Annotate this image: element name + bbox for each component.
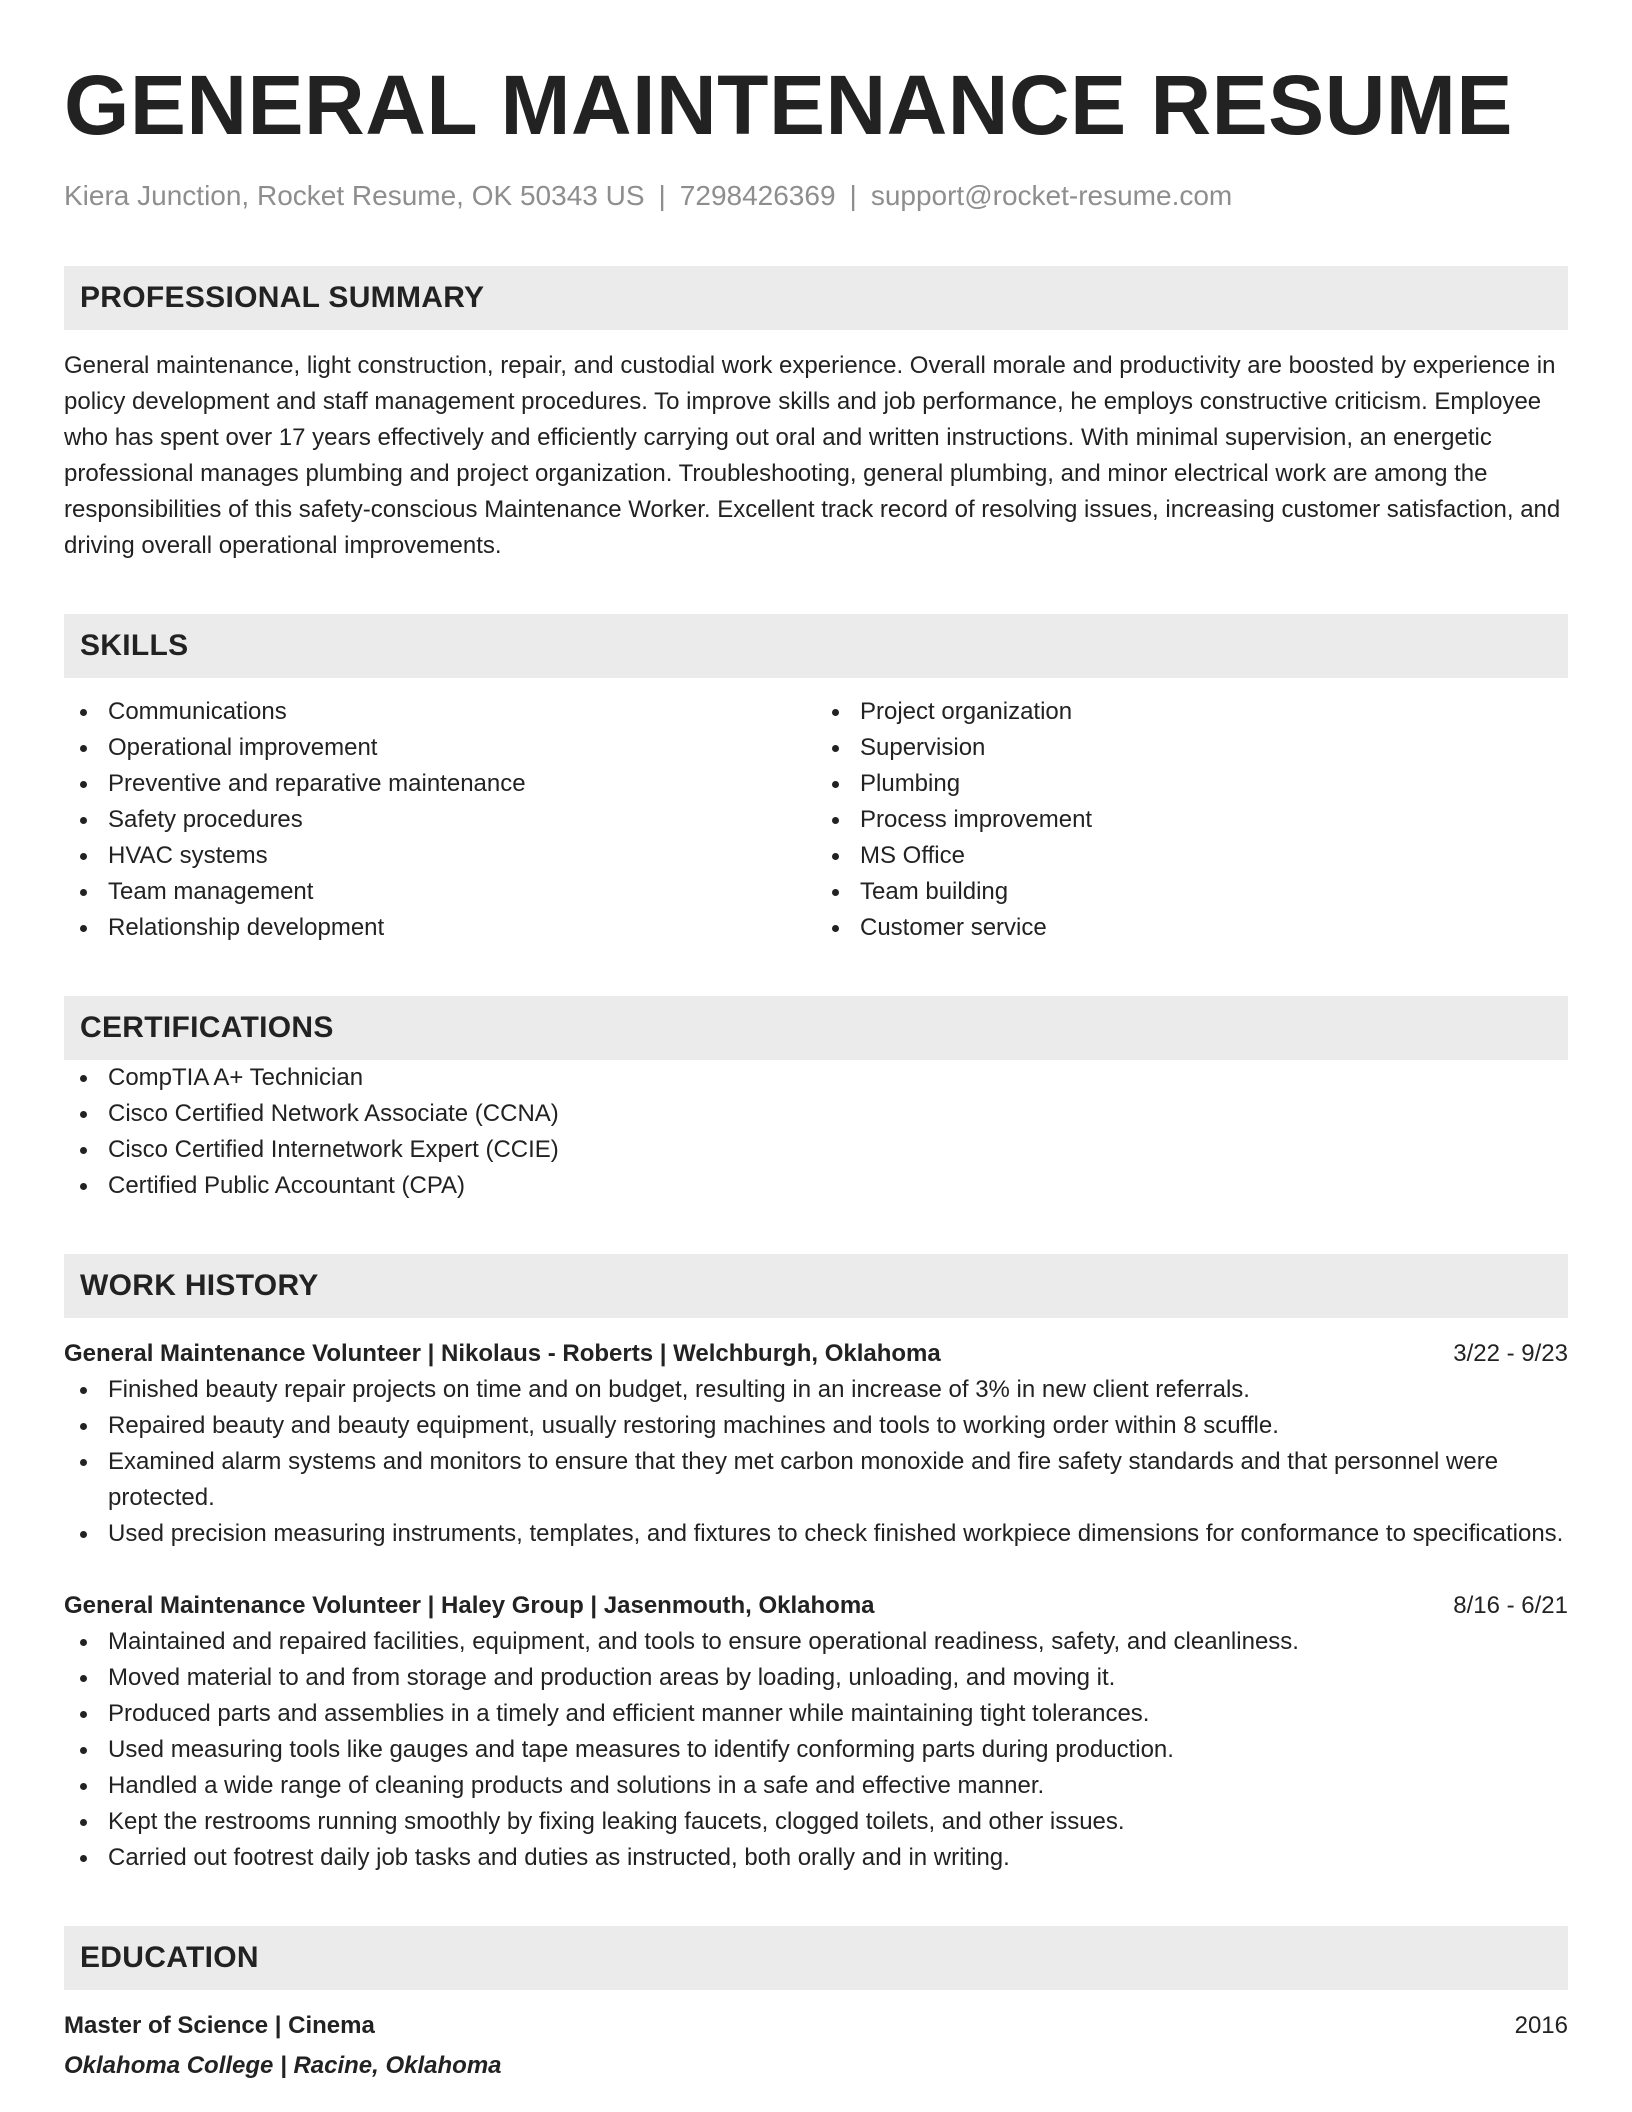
job-title: General Maintenance Volunteer | Nikolaus - Roberts | Welchburgh, Oklahoma <box>64 1340 941 1367</box>
skills-grid <box>64 694 1568 946</box>
skill-item: Process improvement <box>816 802 1568 838</box>
skill-item: Operational improvement <box>64 730 816 766</box>
job-header <box>64 1588 1568 1624</box>
job-bullet: Used measuring tools like gauges and tape measures to identify conforming parts during production. <box>64 1732 1568 1768</box>
section-header-work-history: WORK HISTORY <box>64 1254 1568 1318</box>
certification-item: Certified Public Accountant (CPA) <box>64 1168 1568 1204</box>
job-bullet: Examined alarm systems and monitors to ensure that they met carbon monoxide and fire safety standards and that personnel were protected. <box>64 1444 1568 1516</box>
skill-item: MS Office <box>816 838 1568 874</box>
education-year: 2016 <box>1514 2012 1568 2039</box>
section-header-summary: PROFESSIONAL SUMMARY <box>64 266 1568 330</box>
contact-address: Kiera Junction, Rocket Resume, OK 50343 US <box>64 180 645 211</box>
education-entry <box>64 2008 1568 2084</box>
skill-item: Customer service <box>816 910 1568 946</box>
skill-item: Project organization <box>816 694 1568 730</box>
education-header <box>64 2008 1568 2044</box>
certifications-list <box>64 1060 1568 1204</box>
contact-separator: | <box>849 180 857 211</box>
skill-item: Preventive and reparative maintenance <box>64 766 816 802</box>
skill-item: Supervision <box>816 730 1568 766</box>
summary-text: General maintenance, light construction, repair, and custodial work experience. Overall morale and productivity are boosted by experience in policy development and staff management procedures. To improve skills and job performance, he employs constructive criticism. Employee who has spent over 17 years effectively and efficiently carrying out oral and written instructions. With minimal supervision, an energetic professional manages plumbing and project organization. Troubleshooting, general plumbing, and minor electrical work are among the responsibilities of this safety-conscious Maintenance Worker. Excellent track record of resolving issues, increasing customer satisfaction, and driving overall operational improvements. <box>64 352 1561 559</box>
job-bullets <box>64 1624 1568 1876</box>
job-bullet: Handled a wide range of cleaning products and solutions in a safe and effective manner. <box>64 1768 1568 1804</box>
contact-phone: 7298426369 <box>679 180 836 211</box>
section-header-education: EDUCATION <box>64 1926 1568 1990</box>
section-header-skills: SKILLS <box>64 614 1568 678</box>
skill-item: Team management <box>64 874 816 910</box>
skill-item: Relationship development <box>64 910 816 946</box>
certification-item: Cisco Certified Network Associate (CCNA) <box>64 1096 1568 1132</box>
job-header <box>64 1336 1568 1372</box>
job-title: General Maintenance Volunteer | Haley Group | Jasenmouth, Oklahoma <box>64 1592 875 1619</box>
job-bullet: Produced parts and assemblies in a timely and efficient manner while maintaining tight tolerances. <box>64 1696 1568 1732</box>
job-bullet: Moved material to and from storage and production areas by loading, unloading, and moving it. <box>64 1660 1568 1696</box>
section-header-certifications: CERTIFICATIONS <box>64 996 1568 1060</box>
contact-separator: | <box>658 180 666 211</box>
job-bullet: Carried out footrest daily job tasks and duties as instructed, both orally and in writing. <box>64 1840 1568 1876</box>
education-school: Oklahoma College | Racine, Oklahoma <box>64 2052 502 2079</box>
job-bullet: Repaired beauty and beauty equipment, usually restoring machines and tools to working order within 8 scuffle. <box>64 1408 1568 1444</box>
skill-item: Team building <box>816 874 1568 910</box>
contact-line <box>64 178 1568 214</box>
skill-item: Safety procedures <box>64 802 816 838</box>
skills-column-right <box>816 694 1568 946</box>
education-degree: Master of Science | Cinema <box>64 2012 375 2039</box>
job-dates: 3/22 - 9/23 <box>1453 1340 1568 1367</box>
contact-email: support@rocket-resume.com <box>870 180 1233 211</box>
job-bullets <box>64 1372 1568 1552</box>
job-bullet: Finished beauty repair projects on time and on budget, resulting in an increase of 3% in new client referrals. <box>64 1372 1568 1408</box>
certification-item: Cisco Certified Internetwork Expert (CCIE) <box>64 1132 1568 1168</box>
job-bullet: Used precision measuring instruments, templates, and fixtures to check finished workpiece dimensions for conformance to specifications. <box>64 1516 1568 1552</box>
job-bullet: Kept the restrooms running smoothly by fixing leaking faucets, clogged toilets, and other issues. <box>64 1804 1568 1840</box>
job-bullet: Maintained and repaired facilities, equipment, and tools to ensure operational readiness, safety, and cleanliness. <box>64 1624 1568 1660</box>
skills-column-left <box>64 694 816 946</box>
skill-item: Plumbing <box>816 766 1568 802</box>
job-dates: 8/16 - 6/21 <box>1453 1592 1568 1619</box>
resume-title: GENERAL MAINTENANCE RESUME <box>64 58 1513 152</box>
job-entry <box>64 1336 1568 1552</box>
skill-item: HVAC systems <box>64 838 816 874</box>
certification-item: CompTIA A+ Technician <box>64 1060 1568 1096</box>
skill-item: Communications <box>64 694 816 730</box>
job-entry <box>64 1588 1568 1876</box>
